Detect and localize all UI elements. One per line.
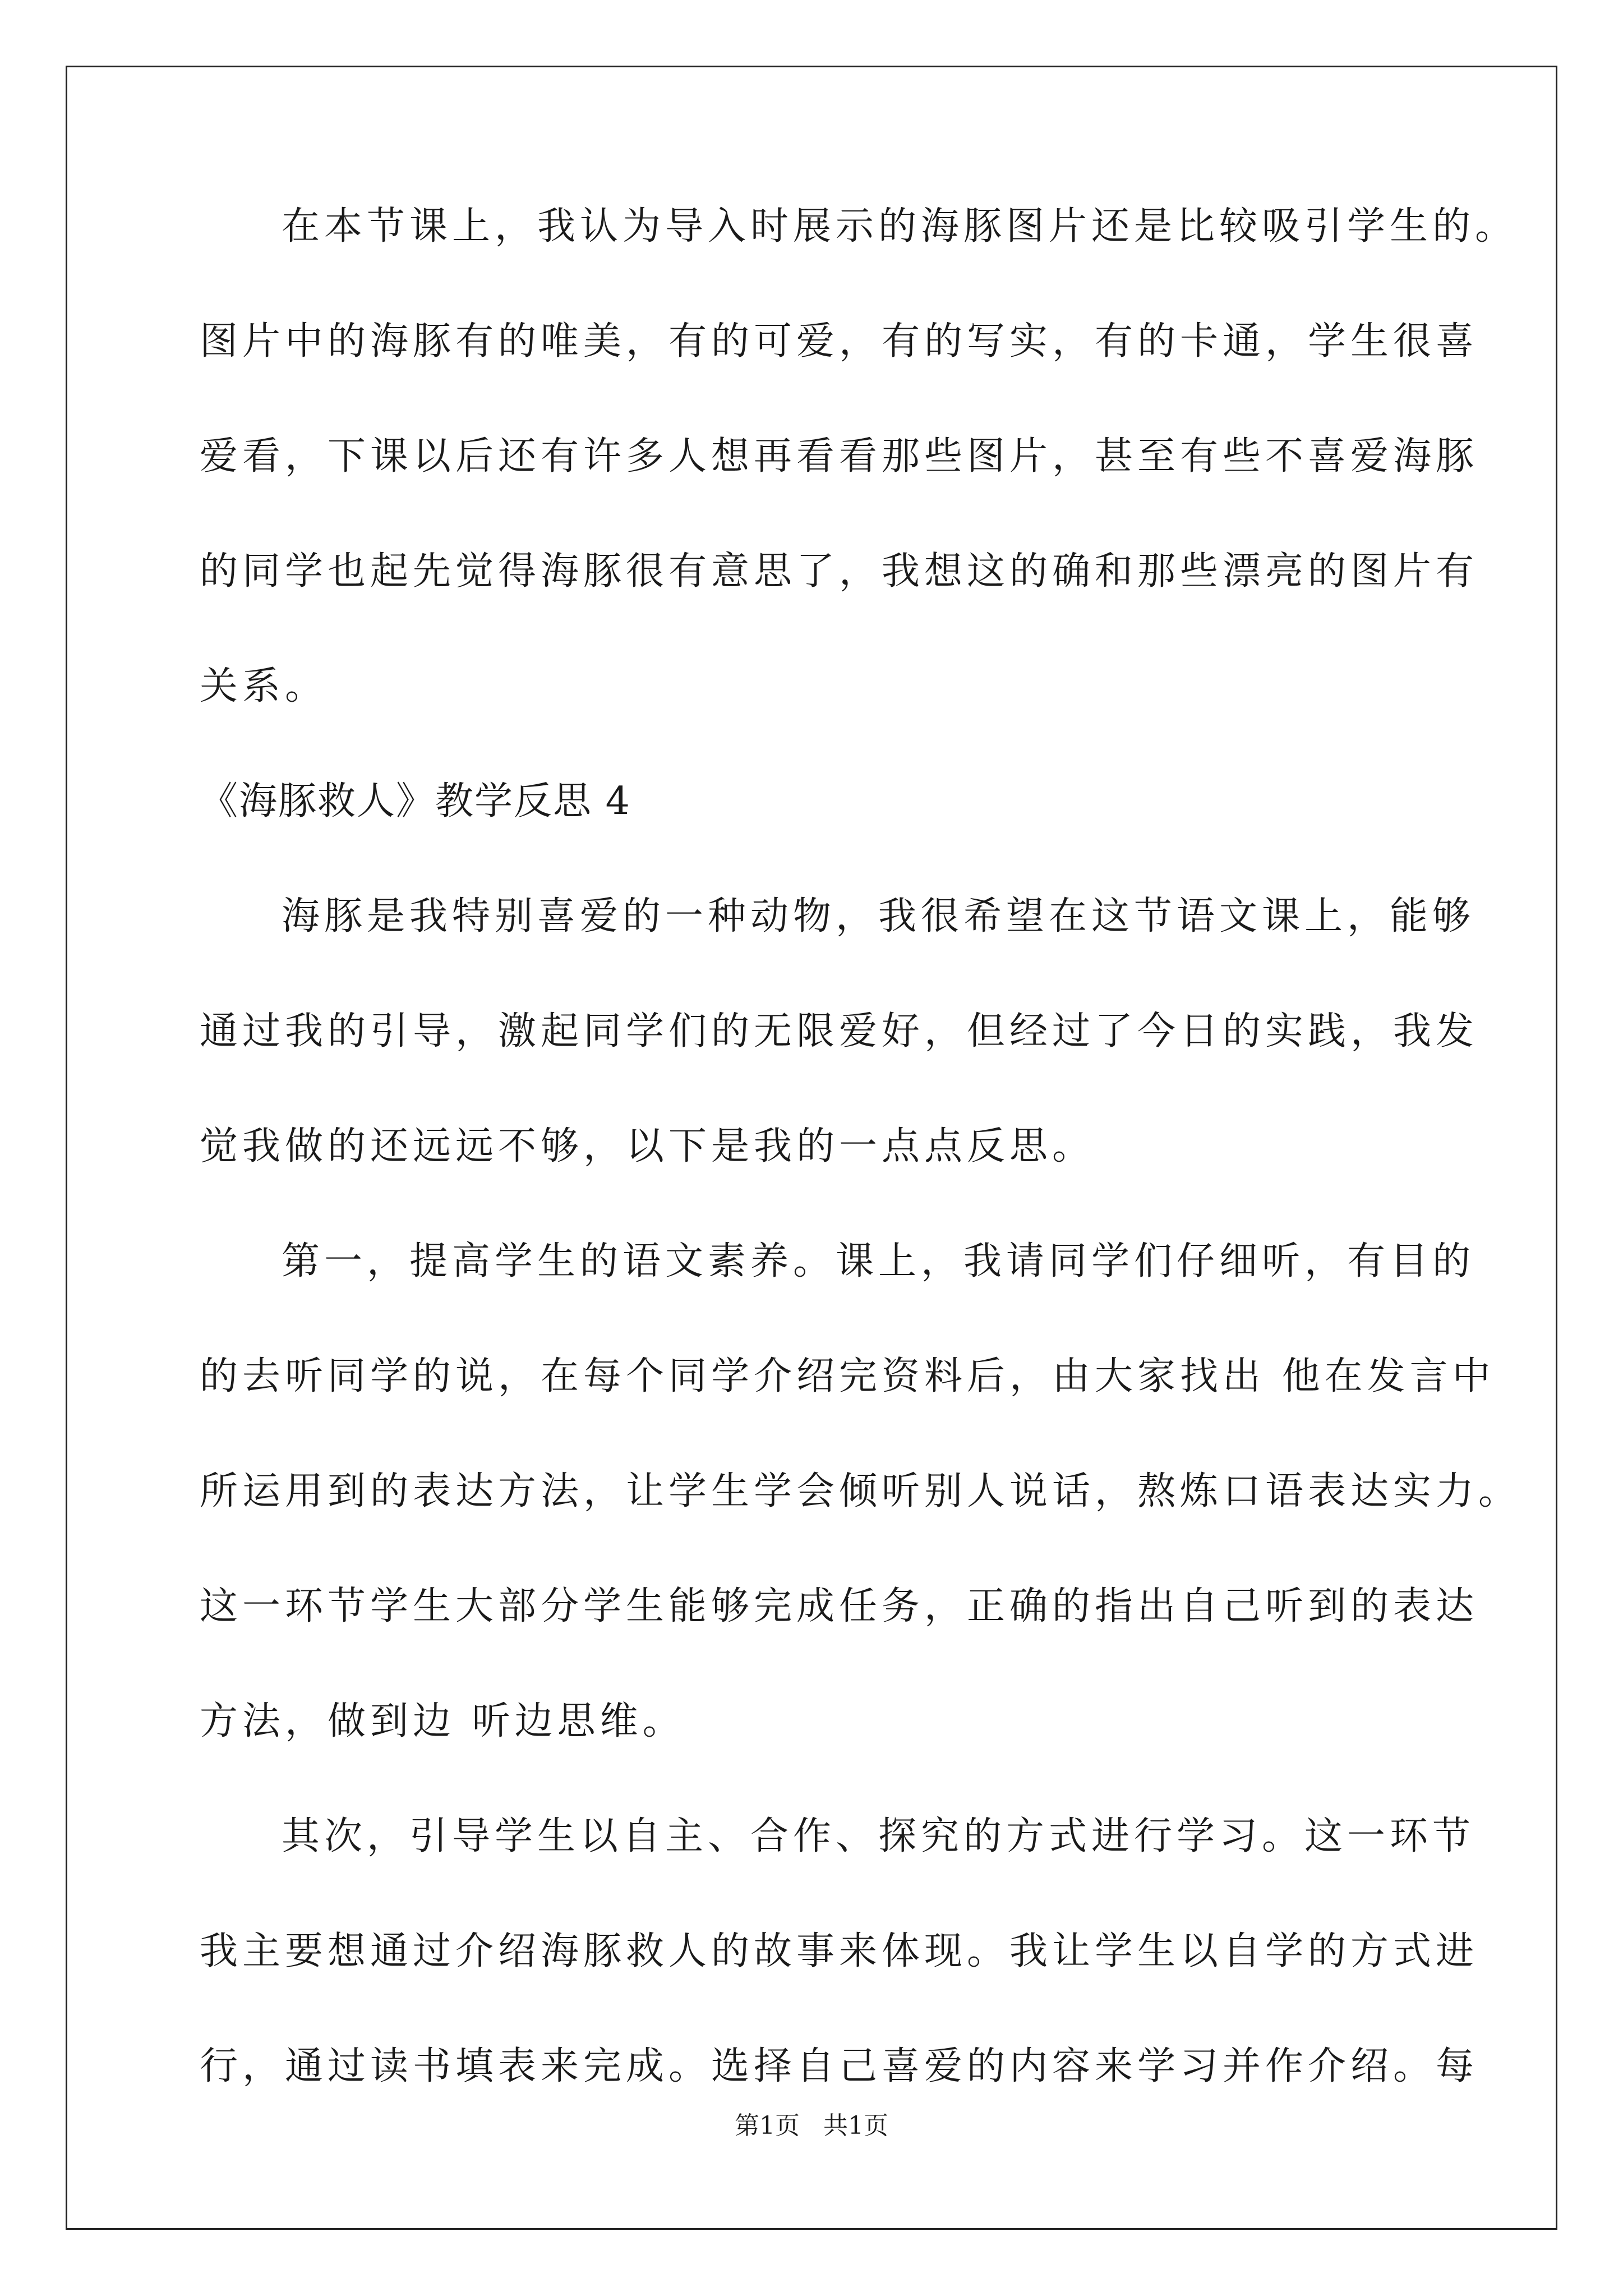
paragraph-line: 图片中的海豚有的唯美，有的可爱，有的写实，有的卡通，学生很喜	[200, 319, 1479, 364]
paragraph-line: 的同学也起先觉得海豚很有意思了，我想这的确和那些漂亮的图片有	[200, 549, 1479, 593]
paragraph-line: 行，通过读书填表来完成。选择自己喜爱的内容来学习并作介绍。每	[200, 2044, 1479, 2088]
section-heading: 《海豚救人》教学反思 4	[200, 779, 631, 823]
paragraph-line: 这一环节学生大部分学生能够完成任务，正确的指出自己听到的表达	[200, 1584, 1479, 1628]
paragraph-line: 第一，提高学生的语文素养。课上，我请同学们仔细听，有目的	[282, 1239, 1476, 1283]
paragraph-line: 关系。	[200, 664, 328, 708]
paragraph-line: 爱看，下课以后还有许多人想再看看那些图片，甚至有些不喜爱海豚	[200, 434, 1479, 478]
document-body	[200, 204, 1521, 2162]
paragraph-line: 通过我的引导，激起同学们的无限爱好，但经过了今日的实践，我发	[200, 1009, 1479, 1053]
paragraph-line: 海豚是我特别喜爱的一种动物，我很希望在这节语文课上，能够	[282, 894, 1476, 938]
paragraph-line: 其次，引导学生以自主、合作、探究的方式进行学习。这一环节	[282, 1814, 1476, 1858]
paragraph-line: 方法，做到边 听边思维。	[200, 1699, 685, 1743]
paragraph-line: 的去听同学的说，在每个同学介绍完资料后，由大家找出 他在发言中	[200, 1354, 1495, 1398]
paragraph-line: 所运用到的表达方法，让学生学会倾听别人说话，熬炼口语表达实力。	[200, 1469, 1521, 1513]
page-number-footer: 第1页 共1页	[735, 2111, 888, 2140]
paragraph-line: 我主要想通过介绍海豚救人的故事来体现。我让学生以自学的方式进	[200, 1929, 1479, 1973]
paragraph-line: 觉我做的还远远不够，以下是我的一点点反思。	[200, 1124, 1095, 1168]
paragraph-line: 在本节课上，我认为导入时展示的海豚图片还是比较吸引学生的。	[282, 204, 1518, 249]
